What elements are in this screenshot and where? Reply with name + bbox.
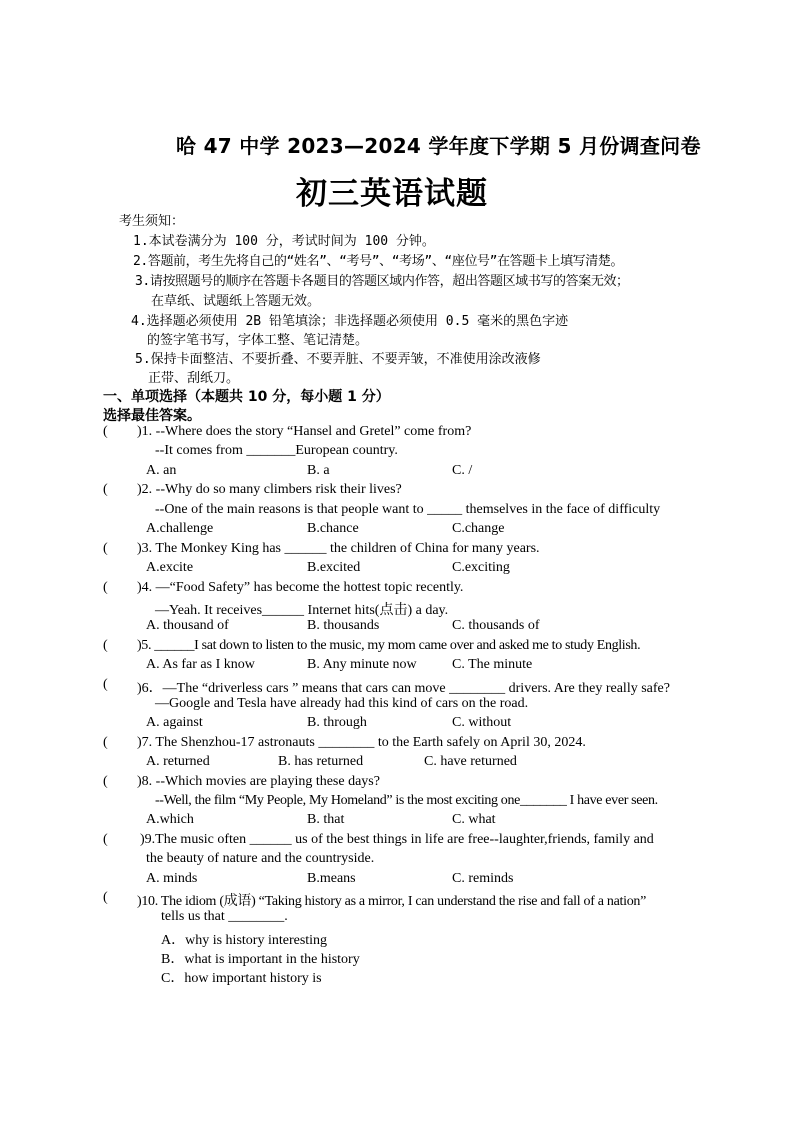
question-line: the beauty of nature and the countryside. [146,851,375,866]
option-b: B. a [307,463,330,478]
option-b: B.chance [307,521,359,536]
answer-paren: ( [103,832,108,847]
option-b: B. Any minute now [307,657,417,672]
question-stem: )10. The idiom (成语) “Taking history as a mirror, I can understand the rise and fall of a nation” [137,894,647,909]
option-a: A.excite [146,560,194,575]
question-line: tells us that ________. [161,909,288,924]
option-b: B.excited [307,560,361,575]
option-a: A.which [146,812,194,827]
answer-paren: ( [103,580,108,595]
option-c: C.change [452,521,505,536]
option-b: B. thousands [307,618,380,633]
notice-line: 2.答题前，考生先将自己的“姓名”、“考号”、“考场”、“座位号”在答题卡上填写清楚。 [133,254,624,269]
option-b: B．what is important in the history [161,952,360,967]
question-stem: )3. The Monkey King has ______ the children of China for many years. [137,541,540,556]
answer-paren: ( [103,424,108,439]
question-stem: )6．—The “driverless cars ” means that cars can move ________ drivers. Are they really safe? [137,681,670,696]
answer-paren: ( [103,482,108,497]
question-line: —Google and Tesla have already had this kind of cars on the road. [155,696,529,711]
option-a: A. As far as I know [146,657,255,672]
option-a: A.challenge [146,521,214,536]
notice-line: 4.选择题必须使用 2B 铅笔填涂；非选择题必须使用 0.5 毫米的黑色字迹 [131,314,569,329]
question-line: —Yeah. It receives______ Internet hits(点击) a day. [155,603,449,618]
option-b: B. has returned [278,754,364,769]
option-c: C. have returned [424,754,517,769]
option-c: C. reminds [452,871,514,886]
notice-line: 5.保持卡面整洁、不要折叠、不要弄脏、不要弄皱，不准使用涂改液修 [135,352,541,367]
answer-paren: ( [103,638,108,653]
option-b: B.means [307,871,356,886]
option-b: B. that [307,812,345,827]
option-c: C．how important history is [161,971,322,986]
option-a: A. returned [146,754,210,769]
notice-line: 的签字笔书写，字体工整、笔记清楚。 [147,333,369,348]
exam-title: 初三英语试题 [296,176,488,212]
notice-line: 在草纸、试题纸上答题无效。 [151,294,321,309]
question-stem: )8. --Which movies are playing these days? [137,774,380,789]
notice-line: 正带、刮纸刀。 [148,371,240,386]
notice-line: 1.本试卷满分为 100 分，考试时间为 100 分钟。 [133,234,435,249]
question-stem: )7. The Shenzhou-17 astronauts ________ to the Earth safely on April 30, 2024. [137,735,586,750]
option-c: C. without [452,715,512,730]
answer-paren: ( [103,890,108,905]
answer-paren: ( [103,541,108,556]
question-stem: )1. --Where does the story “Hansel and Gretel” come from? [137,424,472,439]
option-c: C. thousands of [452,618,540,633]
question-line: --Well, the film “My People, My Homeland” is the most exciting one_______ I have ever seen. [155,793,658,808]
option-b: B. through [307,715,367,730]
option-a: A. thousand of [146,618,229,633]
option-a: A. an [146,463,177,478]
option-a: A．why is history interesting [161,933,328,948]
section-instruction: 选择最佳答案。 [103,408,201,424]
question-stem: )9.The music often ______ us of the best things in life are free--laughter,friends, family and [140,832,654,847]
section-title: 一、单项选择（本题共 10 分，每小题 1 分） [103,389,390,405]
option-a: A. against [146,715,203,730]
question-line: --One of the main reasons is that people want to _____ themselves in the face of difficulty [155,502,661,517]
question-stem: )2. --Why do so many climbers risk their lives? [137,482,402,497]
option-c: C.exciting [452,560,510,575]
answer-paren: ( [103,735,108,750]
notice-heading: 考生须知： [119,214,185,229]
option-a: A. minds [146,871,198,886]
notice-line: 3.请按照题号的顺序在答题卡各题目的答题区域内作答，超出答题区域书写的答案无效； [135,274,629,289]
option-c: C. / [452,463,473,478]
answer-paren: ( [103,774,108,789]
question-stem: )4. —“Food Safety” has become the hottest topic recently. [137,580,464,595]
option-c: C. The minute [452,657,533,672]
question-stem: )5. ______I sat down to listen to the music, my mom came over and asked me to study English. [137,638,641,653]
question-line: --It comes from _______European country. [155,443,398,458]
answer-paren: ( [103,677,108,692]
school-title: 哈 47 中学 2023—2024 学年度下学期 5 月份调查问卷 [176,134,701,158]
option-c: C. what [452,812,496,827]
